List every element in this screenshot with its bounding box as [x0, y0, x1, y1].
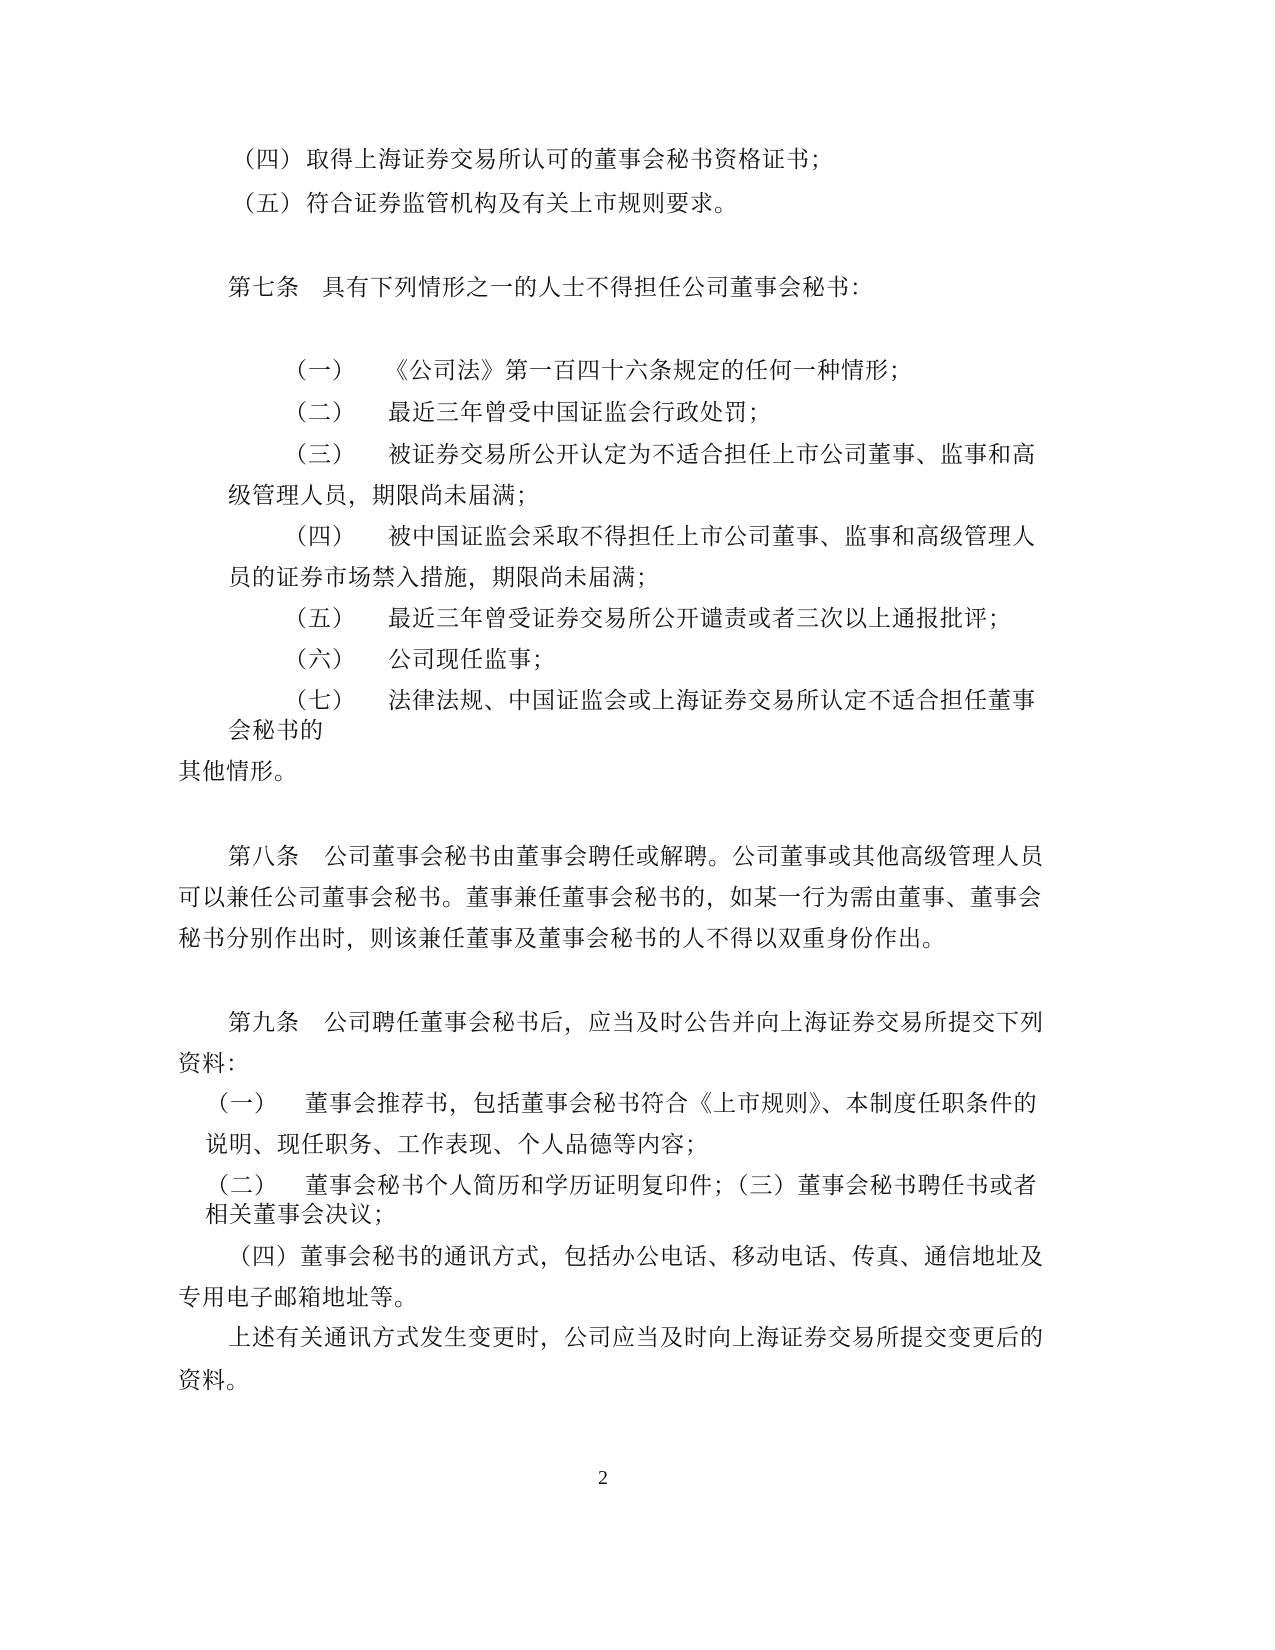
item-text: 最近三年曾受中国证监会行政处罚； [388, 400, 772, 426]
item-text: 董事会秘书个人简历和学历证明复印件；（三）董事会秘书聘任书或者 [305, 1173, 1038, 1199]
article-7-text: 具有下列情形之一的人士不得担任公司董事会秘书： [322, 275, 874, 301]
item-label: （二） [206, 1173, 278, 1199]
article-9-line: 第九条 公司聘任董事会秘书后，应当及时公告并向上海证券交易所提交下列 [228, 1010, 1044, 1036]
item-label: （五） [232, 191, 304, 217]
item-label: （二） [284, 400, 356, 426]
item-label: （五） [284, 606, 356, 632]
item-label: （一） [206, 1091, 278, 1117]
item-label: （四） [284, 524, 356, 550]
item-continuation: 说明、现任职务、工作表现、个人品德等内容； [205, 1132, 709, 1158]
note-line: 资料。 [178, 1368, 250, 1394]
item-continuation: 级管理人员，期限尚未届满； [228, 483, 540, 509]
item-label: （三） [284, 442, 356, 468]
article-7-heading: 第七条 [228, 275, 300, 301]
page-number: 2 [598, 1467, 608, 1489]
item-text: 被证券交易所公开认定为不适合担任上市公司董事、监事和高 [388, 442, 1036, 468]
item-continuation: 其他情形。 [178, 759, 298, 785]
item-text: 最近三年曾受证券交易所公开谴责或者三次以上通报批评； [388, 606, 1012, 632]
article-8-line: 可以兼任公司董事会秘书。董事兼任董事会秘书的，如某一行为需由董事、董事会 [178, 885, 1042, 911]
item-text: 取得上海证券交易所认可的董事会秘书资格证书； [306, 147, 834, 173]
item-continuation: 员的证券市场禁入措施，期限尚未届满； [228, 565, 660, 591]
item-label: （七） [284, 688, 356, 714]
item-text: （四）董事会秘书的通讯方式，包括办公电话、移动电话、传真、通信地址及 [228, 1244, 1044, 1270]
item-continuation: 相关董事会决议； [205, 1202, 397, 1228]
note-line: 上述有关通讯方式发生变更时，公司应当及时向上海证券交易所提交变更后的 [228, 1325, 1044, 1351]
item-text: 公司现任监事； [388, 647, 556, 673]
article-8-line: 第八条 公司董事会秘书由董事会聘任或解聘。公司董事或其他高级管理人员 [228, 844, 1044, 870]
item-continuation: 专用电子邮箱地址等。 [178, 1285, 418, 1311]
item-label: （一） [284, 358, 356, 384]
item-continuation: 会秘书的 [228, 718, 324, 744]
item-text: 董事会推荐书，包括董事会秘书符合《上市规则》、本制度任职条件的 [305, 1091, 1038, 1117]
item-text: 法律法规、中国证监会或上海证券交易所认定不适合担任董事 [388, 688, 1036, 714]
item-label: （四） [232, 147, 304, 173]
item-text: 《公司法》第一百四十六条规定的任何一种情形； [385, 358, 913, 384]
item-label: （六） [284, 647, 356, 673]
article-8-line: 秘书分别作出时，则该兼任董事及董事会秘书的人不得以双重身份作出。 [178, 926, 946, 952]
item-text: 被中国证监会采取不得担任上市公司董事、监事和高级管理人 [388, 524, 1036, 550]
item-text: 符合证券监管机构及有关上市规则要求。 [306, 191, 738, 217]
article-9-line: 资料： [178, 1051, 250, 1077]
